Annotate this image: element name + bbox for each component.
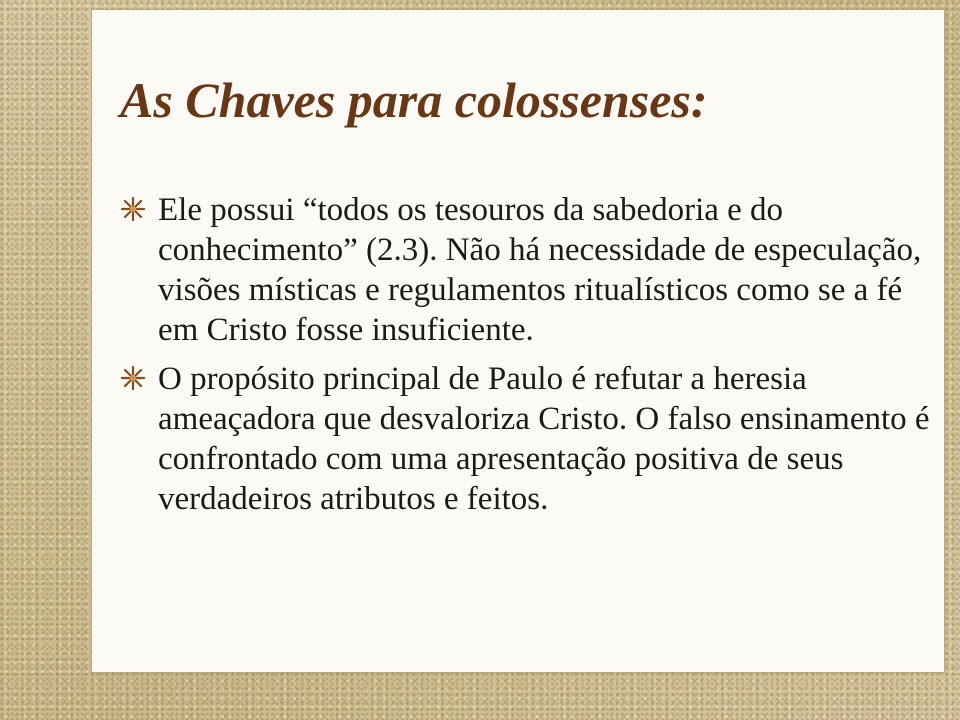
starburst-bullet-icon	[120, 365, 146, 391]
bullet-list	[120, 190, 930, 528]
bullet-text: O propósito principal de Paulo é refutar a heresia ameaçadora que desvaloriza Cristo. O falso ensinamento é confrontado com uma apresentação positiva de seus verdadeiros atributos e feitos.	[158, 361, 930, 517]
bullet-text: Ele possui “todos os tesouros da sabedoria e do conhecimento” (2.3). Não há necessidade de especulação, visões místicas e regulamentos ritualísticos como se a fé em Cristo fosse insuficiente.	[158, 192, 922, 348]
slide-title: As Chaves para colossenses:	[120, 72, 708, 128]
bullet-item	[120, 190, 930, 350]
bullet-item	[120, 359, 930, 519]
starburst-bullet-icon	[120, 196, 146, 222]
